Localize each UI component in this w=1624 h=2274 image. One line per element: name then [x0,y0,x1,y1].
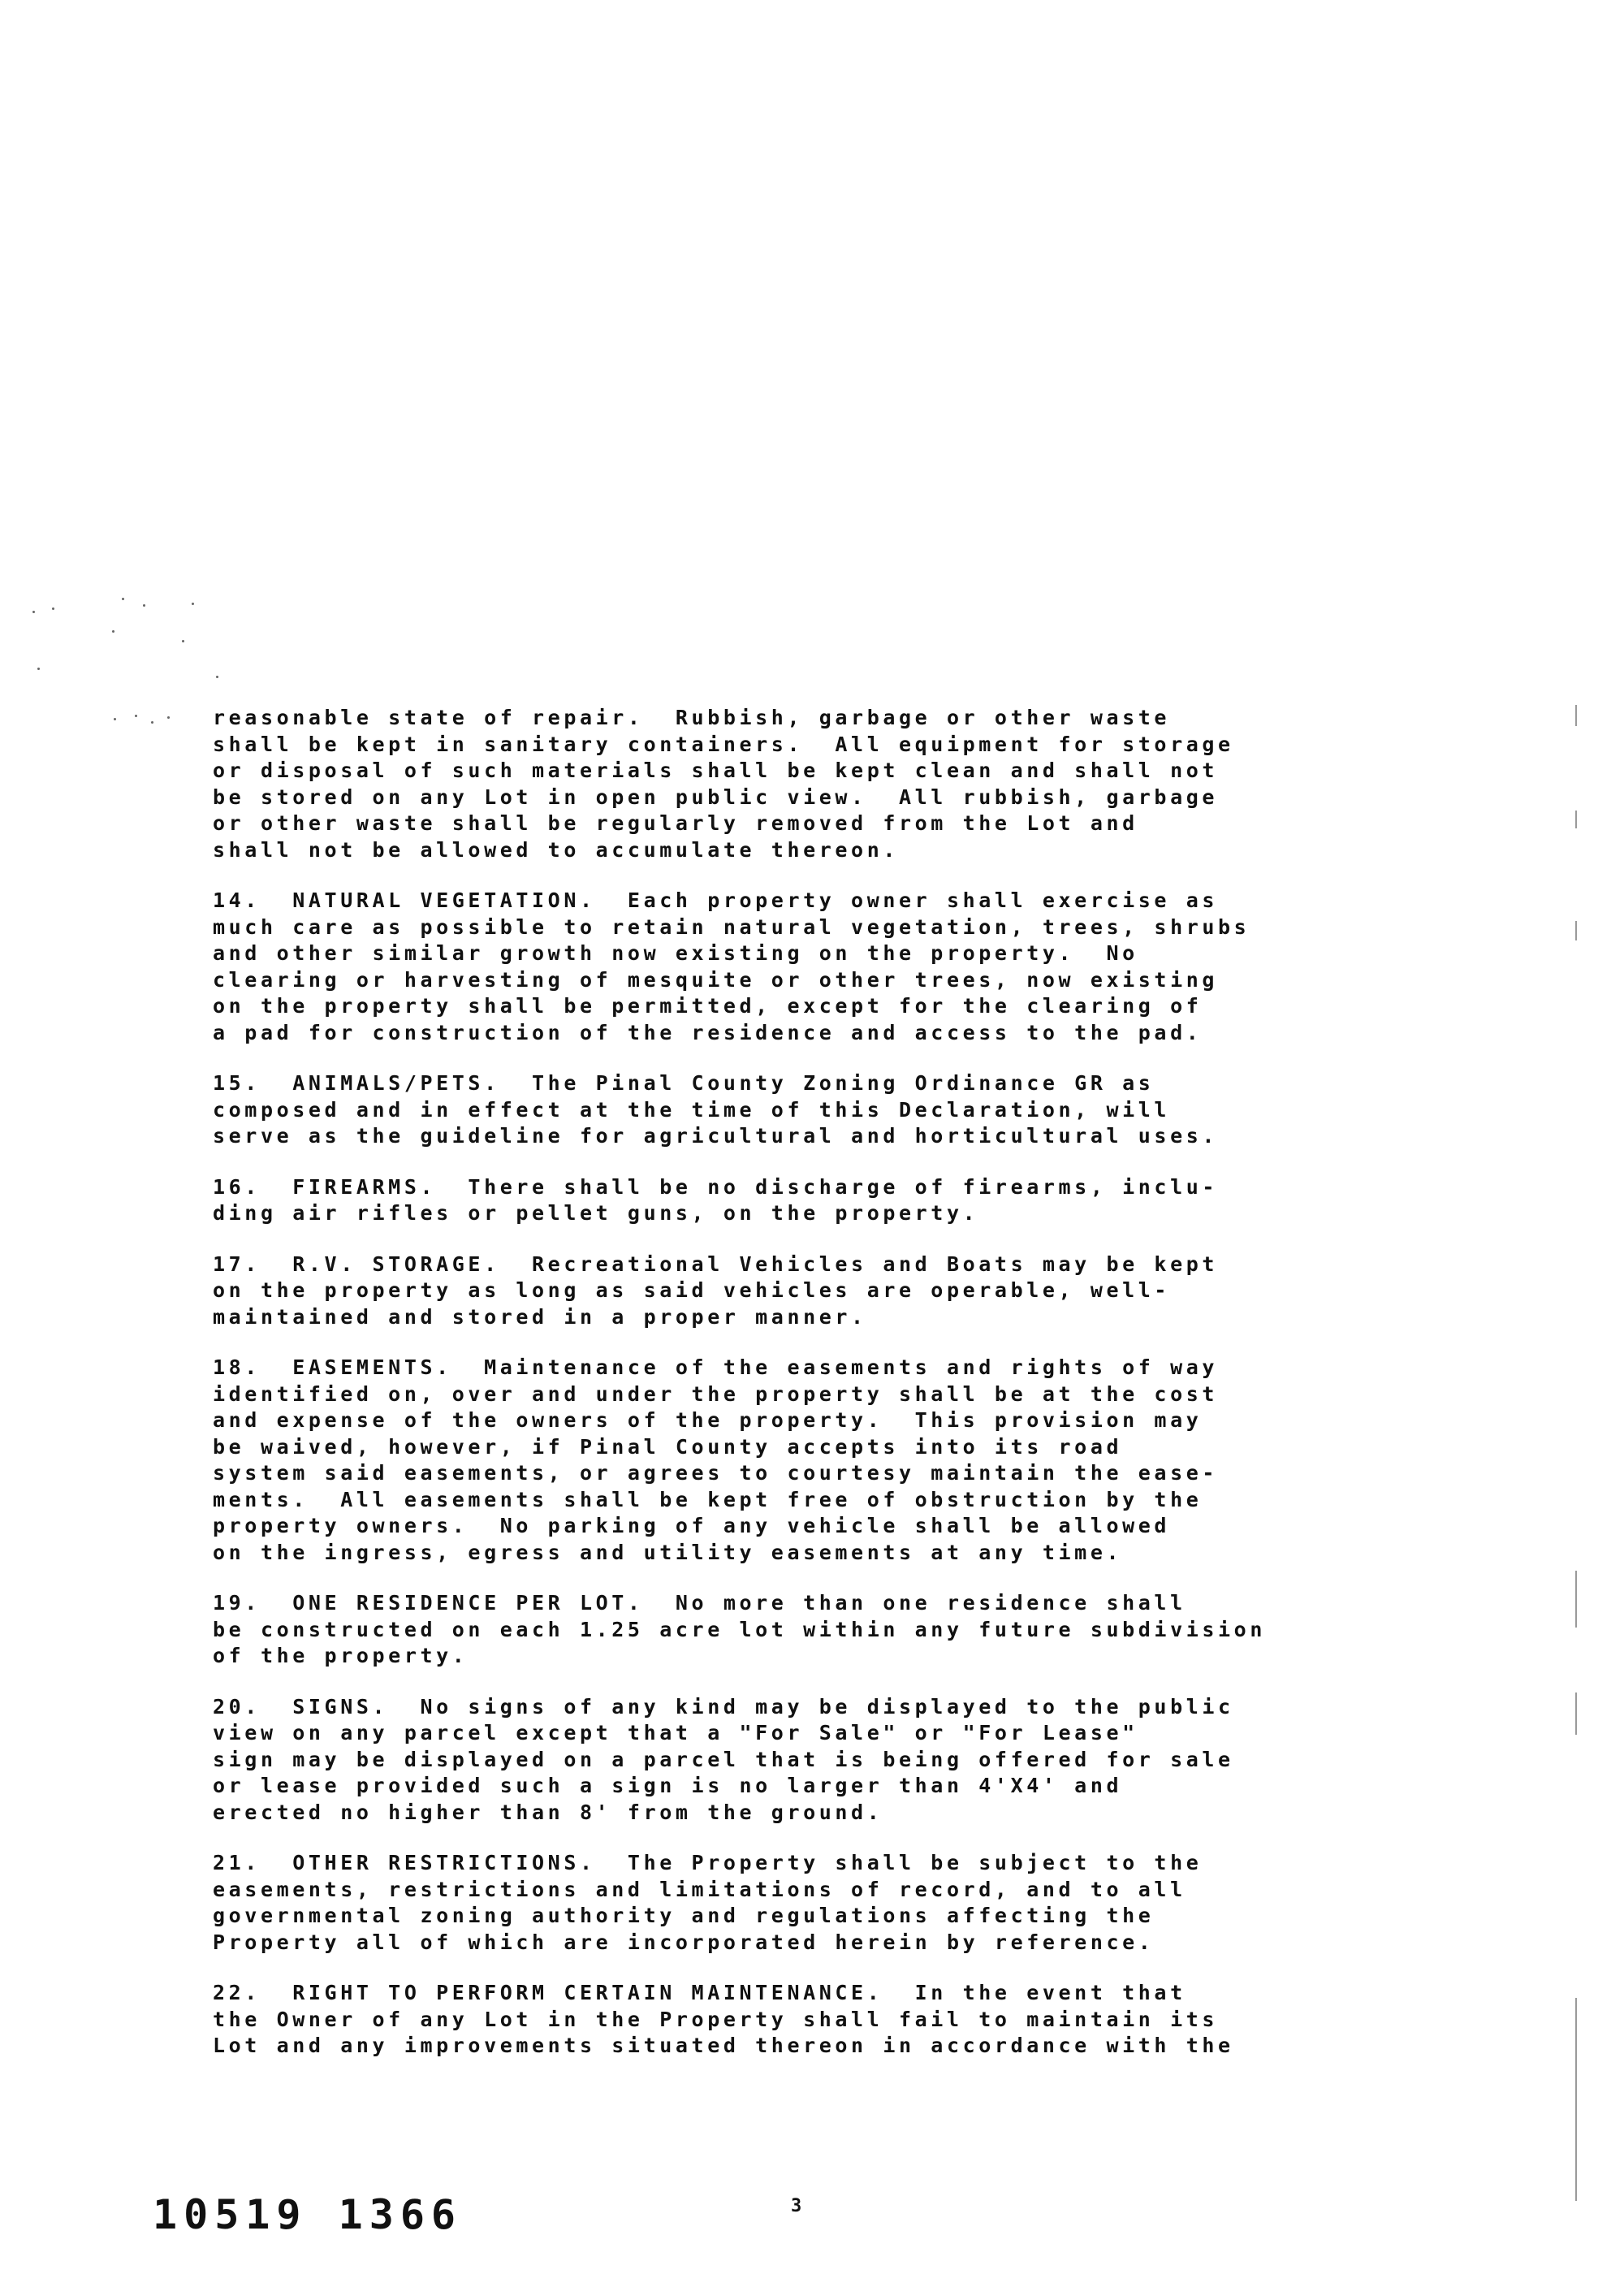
text-line: on the ingress, egress and utility easements at any time. [213,1540,1123,1564]
text-line: be stored on any Lot in open public view. All rubbish, garbage [213,785,1219,809]
margin-mark [1575,811,1577,828]
text-line: a pad for construction of the residence and access to the pad. [213,1020,1203,1044]
text-line: 17. R.V. STORAGE. Recreational Vehicles and Boats may be kept [213,1252,1219,1276]
text-line: be waived, however, if Pinal County accepts into its road [213,1434,1123,1459]
page-number: 3 [791,2196,802,2216]
scan-speck [192,603,194,605]
margin-mark [1575,921,1577,940]
text-line: reasonable state of repair. Rubbish, garbage or other waste [213,706,1171,729]
scan-speck [216,676,218,678]
text-line: 18. EASEMENTS. Maintenance of the easements and rights of way [213,1355,1219,1379]
scan-speck [112,630,114,633]
text-line: 22. RIGHT TO PERFORM CERTAIN MAINTENANCE. In the event that [213,1981,1186,2004]
paragraph-15-animals-pets [213,1070,1447,1150]
text-line: and expense of the owners of the property. This provision may [213,1408,1203,1432]
paragraph-13-continued [213,705,1447,863]
text-line: shall not be allowed to accumulate thereon. [213,837,900,862]
text-line: shall be kept in sanitary containers. All equipment for storage [213,732,1234,756]
text-line: ding air rifles or pellet guns, on the property. [213,1201,979,1225]
text-line: Lot and any improvements situated thereon in accordance with the [213,2034,1234,2057]
paragraph-22-right-to-perform-maintenance [213,1980,1447,2060]
scan-speck [182,640,184,642]
text-line: clearing or harvesting of mesquite or other trees, now existing [213,967,1219,992]
text-line: or lease provided such a sign is no larger than 4'X4' and [213,1774,1123,1797]
text-line: view on any parcel except that a "For Sale" or "For Lease" [213,1721,1138,1744]
paragraph-18-easements [213,1355,1447,1566]
text-line: be constructed on each 1.25 acre lot within any future subdivision [213,1617,1266,1641]
scan-speck [143,604,145,607]
text-line: erected no higher than 8' from the ground. [213,1800,883,1824]
text-line: composed and in effect at the time of this Declaration, will [213,1097,1171,1122]
scan-speck [52,607,54,610]
text-line: on the property shall be permitted, except for the clearing of [213,994,1203,1018]
margin-mark [1575,1693,1577,1735]
text-line: Property all of which are incorporated herein by reference. [213,1930,1155,1954]
text-line: governmental zoning authority and regulations affecting the [213,1904,1155,1927]
margin-mark [1575,705,1577,726]
text-line: much care as possible to retain natural vegetation, trees, shrubs [213,914,1250,939]
text-line: ments. All easements shall be kept free of obstruction by the [213,1487,1203,1511]
margin-mark [1575,1998,1577,2201]
paragraph-14-natural-vegetation [213,888,1447,1046]
document-body [213,705,1447,2084]
text-line: 15. ANIMALS/PETS. The Pinal County Zoning Ordinance GR as [213,1071,1155,1095]
text-line: of the property. [213,1644,469,1667]
scan-speck [32,611,35,613]
text-line: sign may be displayed on a parcel that is being offered for sale [213,1747,1234,1771]
text-line: easements, restrictions and limitations of record, and to all [213,1877,1186,1901]
margin-mark [1575,1571,1577,1628]
text-line: 20. SIGNS. No signs of any kind may be displayed to the public [213,1694,1234,1718]
text-line: property owners. No parking of any vehicle shall be allowed [213,1514,1171,1537]
paragraph-20-signs [213,1694,1447,1827]
text-line: or disposal of such materials shall be kept clean and shall not [213,759,1219,782]
text-line: serve as the guideline for agricultural and horticultural uses. [213,1124,1219,1148]
scan-speck [167,716,170,719]
scan-speck [114,718,116,720]
paragraph-17-rv-storage [213,1252,1447,1331]
text-line: and other similar growth now existing on the property. No [213,941,1138,965]
paragraph-19-one-residence [213,1590,1447,1670]
text-line: system said easements, or agrees to courtesy maintain the ease- [213,1461,1219,1485]
scan-speck [135,715,137,717]
text-line: identified on, over and under the property shall be at the cost [213,1381,1219,1406]
text-line: the Owner of any Lot in the Property shall fail to maintain its [213,2007,1219,2031]
scan-speck [37,668,40,670]
text-line: 16. FIREARMS. There shall be no discharge of firearms, inclu- [213,1174,1219,1199]
recording-number: 10519 1366 [153,2191,463,2238]
scan-speck [122,598,124,600]
text-line: 19. ONE RESIDENCE PER LOT. No more than one residence shall [213,1591,1186,1615]
paragraph-21-other-restrictions [213,1850,1447,1956]
scan-speck [151,721,153,724]
text-line: on the property as long as said vehicles are operable, well- [213,1278,1171,1302]
text-line: maintained and stored in a proper manner. [213,1304,867,1329]
text-line: or other waste shall be regularly removed from the Lot and [213,811,1138,835]
text-line: 14. NATURAL VEGETATION. Each property owner shall exercise as [213,888,1219,912]
text-line: 21. OTHER RESTRICTIONS. The Property shall be subject to the [213,1851,1203,1874]
paragraph-16-firearms [213,1174,1447,1227]
